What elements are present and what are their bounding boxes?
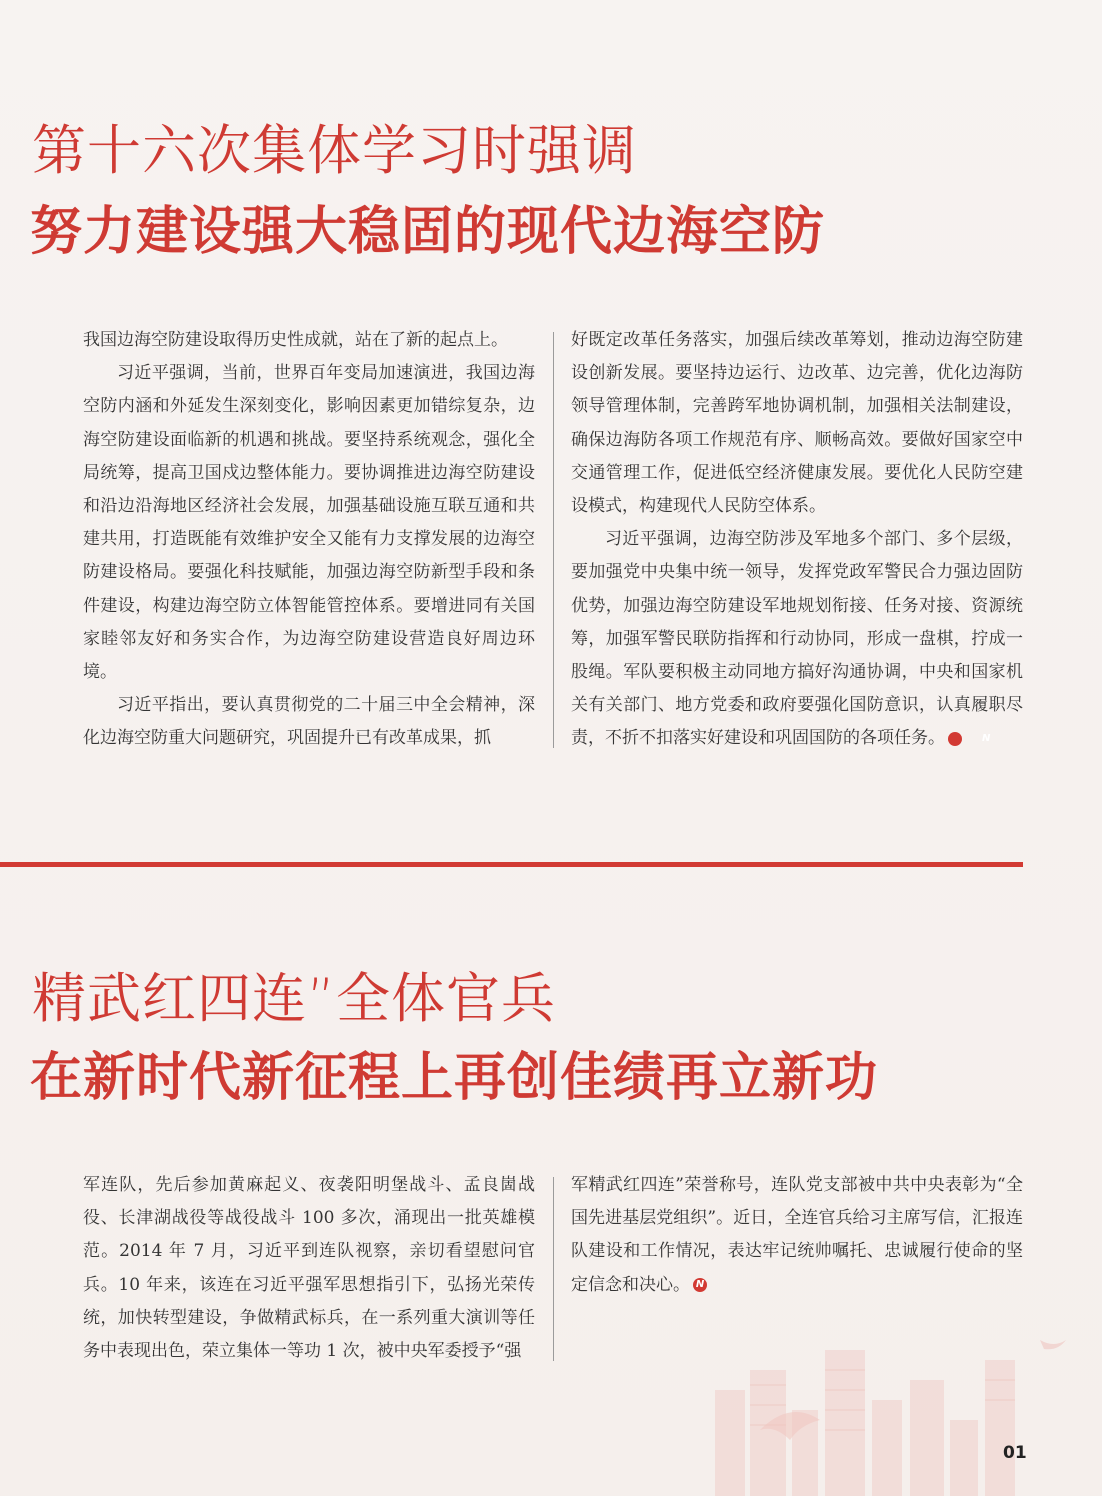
article2-left-paragraph: 军连队，先后参加黄麻起义、夜袭阳明堡战斗、孟良崮战役、长津湖战役等战役战斗 100 多次，涌现出一批英雄模范。2014 年 7 月，习近平到连队视察，亲切看望慰问官兵。10 年来，该连在习近平强军思想指引下，弘扬光荣传统，加快转型建设，争做精武标兵，在一系列重大演训等任务中表现出色，荣立集体一等功 1 次，被中央军委授予“强 [83,1175,535,1362]
page-number: 01 [1003,1443,1027,1463]
article1-left-column [83,324,535,756]
article1-right-column [571,324,1023,756]
article1-left-paragraph: 我国边海空防建设取得历史性成就，站在了新的起点上。 [83,330,508,350]
article1-right-paragraph: 好既定改革任务落实，加强后续改革筹划，推动边海空防建设创新发展。要坚持边运行、边改革、边完善，优化边海防领导管理体制，完善跨军地协调机制，加强相关法制建设，确保边海防各项工作规范有序、顺畅高效。要做好国家空中交通管理工作，促进低空经济健康发展。要优化人民防空建设模式，构建现代人民防空体系。 [571,330,1023,517]
column-divider [553,1177,554,1361]
column-divider [553,332,554,748]
article2-title-line1: 精武红四连”全体官兵 [32,967,556,1030]
section-divider-rule [0,862,1023,867]
article1-left-paragraph: 习近平强调，当前，世界百年变局加速演进，我国边海空防内涵和外延发生深刻变化，影响因素更加错综复杂，边海空防建设面临新的机遇和挑战。要坚持系统观念，强化全局统筹，提高卫国戍边整体能力。要协调推进边海空防建设和沿边沿海地区经济社会发展，加强基础设施互联互通和共建共用，打造既能有效维护安全又能有力支撑发展的边海空防建设格局。要强化科技赋能，加强边海空防新型手段和条件建设，构建边海空防立体智能管控体系。要增进同有关国家睦邻友好和务实合作，为边海空防建设营造良好周边环境。 [83,363,535,683]
article1-title-line2: 努力建设强大稳固的现代边海空防 [30,202,826,262]
cityscape-decoration-icon [700,1320,1102,1496]
article2-right-paragraph: 军精武红四连”荣誉称号，连队党支部被中共中央表彰为“全国先进基层党组织”。近日，全连官兵给习主席写信，汇报连队建设和工作情况，表达牢记统帅嘱托、忠诚履行使命的坚定信念和决心。 [571,1175,1023,1295]
end-mark-icon: N [948,732,962,746]
end-mark-icon: N [693,1278,707,1292]
article1-left-paragraph: 习近平指出，要认真贯彻党的二十届三中全会精神，深化边海空防重大问题研究，巩固提升已有改革成果，抓 [83,695,535,749]
article1-right-paragraph: 习近平强调，边海空防涉及军地多个部门、多个层级，要加强党中央集中统一领导，发挥党政军警民合力强边固防优势，加强边海空防建设军地规划衔接、任务对接、资源统筹，加强军警民联防指挥和行动协同，形成一盘棋，拧成一股绳。军队要积极主动同地方搞好沟通协调，中央和国家机关有关部门、地方党委和政府要强化国防意识，认真履职尽责，不折不扣落实好建设和巩固国防的各项任务。 [571,529,1023,749]
article2-right-column [571,1169,1023,1302]
article2-left-column [83,1169,535,1368]
article2-title-line2: 在新时代新征程上再创佳绩再立新功 [30,1048,879,1108]
article1-title-line1: 第十六次集体学习时强调 [32,119,637,182]
